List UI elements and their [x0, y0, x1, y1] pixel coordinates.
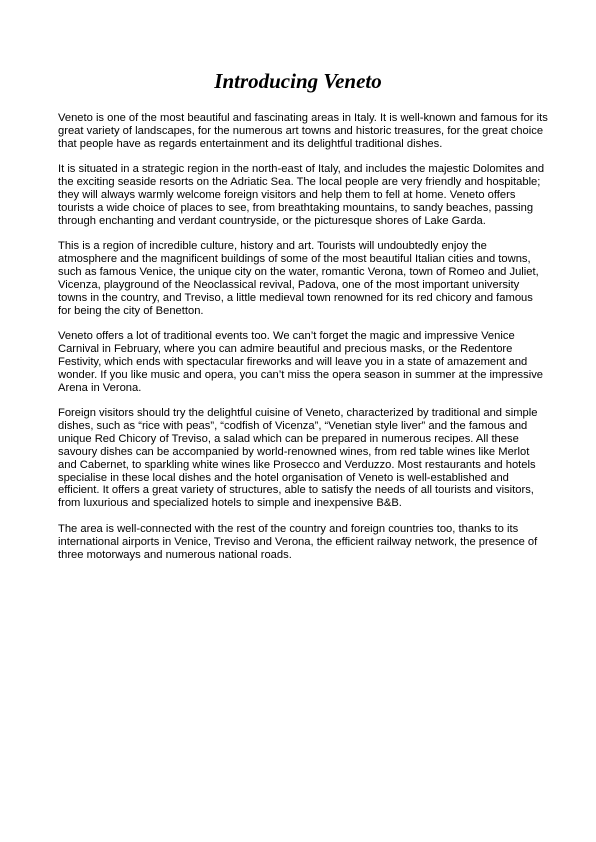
- paragraph-transport: The area is well-connected with the rest of the country and foreign countries too, thanks to its international airports in Venice, Treviso and Verona, the efficient railway network, the presence of three motorways and numerous national roads.: [58, 523, 538, 561]
- paragraph-overview: Veneto is one of the most beautiful and fascinating areas in Italy. It is well-known and famous for its great variety of landscapes, for the numerous art towns and historic treasures, for the great choice that people have as regards entertainment and its delightful traditional dishes.: [58, 112, 548, 150]
- paragraph-cuisine: Foreign visitors should try the delightful cuisine of Veneto, characterized by traditional and simple dishes, such as “rice with peas”, “codfish of Vicenza”, “Venetian style liver” and the famous and unique Red Chicory of Treviso, a salad which can be prepared in numerous recipes. All these savoury dishes can be accompanied by world-renowned wines, from red table wines like Merlot and Cabernet, to sparkling white wines like Prosecco and Verduzzo. Most restaurants and hotels specialise in these local dishes and the hotel organisation of Veneto is well-established and efficient. It offers a great variety of structures, able to satisfy the needs of all tourists and visitors, from luxurious and specialized hotels to simple and inexpensive B&B.: [58, 407, 538, 510]
- paragraph-geography: It is situated in a strategic region in the north-east of Italy, and includes the majestic Dolomites and the exciting seaside resorts on the Adriatic Sea. The local people are very friendly and hospitable; they will always warmly welcome foreign visitors and help them to fell at home. Veneto offers tourists a wide choice of places to see, from breathtaking mountains, to sandy beaches, passing through enchanting and verdant countryside, or the picturesque shores of Lake Garda.: [58, 163, 545, 227]
- paragraph-culture: This is a region of incredible culture, history and art. Tourists will undoubtedly enjoy the atmosphere and the magnificent buildings of some of the most beautiful Italian cities and towns, such as famous Venice, the unique city on the water, romantic Verona, town of Romeo and Juliet, Vicenza, playground of the Neoclassical revival, Padova, one of the most important university towns in the country, and Treviso, a little medieval town renowned for its red chicory and famous for being the city of Benetton.: [58, 240, 539, 317]
- page-title: Introducing Veneto: [214, 69, 382, 93]
- document-body: [58, 112, 548, 574]
- paragraph-events: Veneto offers a lot of traditional events too. We can’t forget the magic and impressive Venice Carnival in February, where you can admire beautiful and precious masks, or the Redentore Festivity, which ends with spectacular fireworks and will leave you in a state of amazement and wonder. If you like music and opera, you can’t miss the opera season in summer at the impressive Arena in Verona.: [58, 330, 544, 394]
